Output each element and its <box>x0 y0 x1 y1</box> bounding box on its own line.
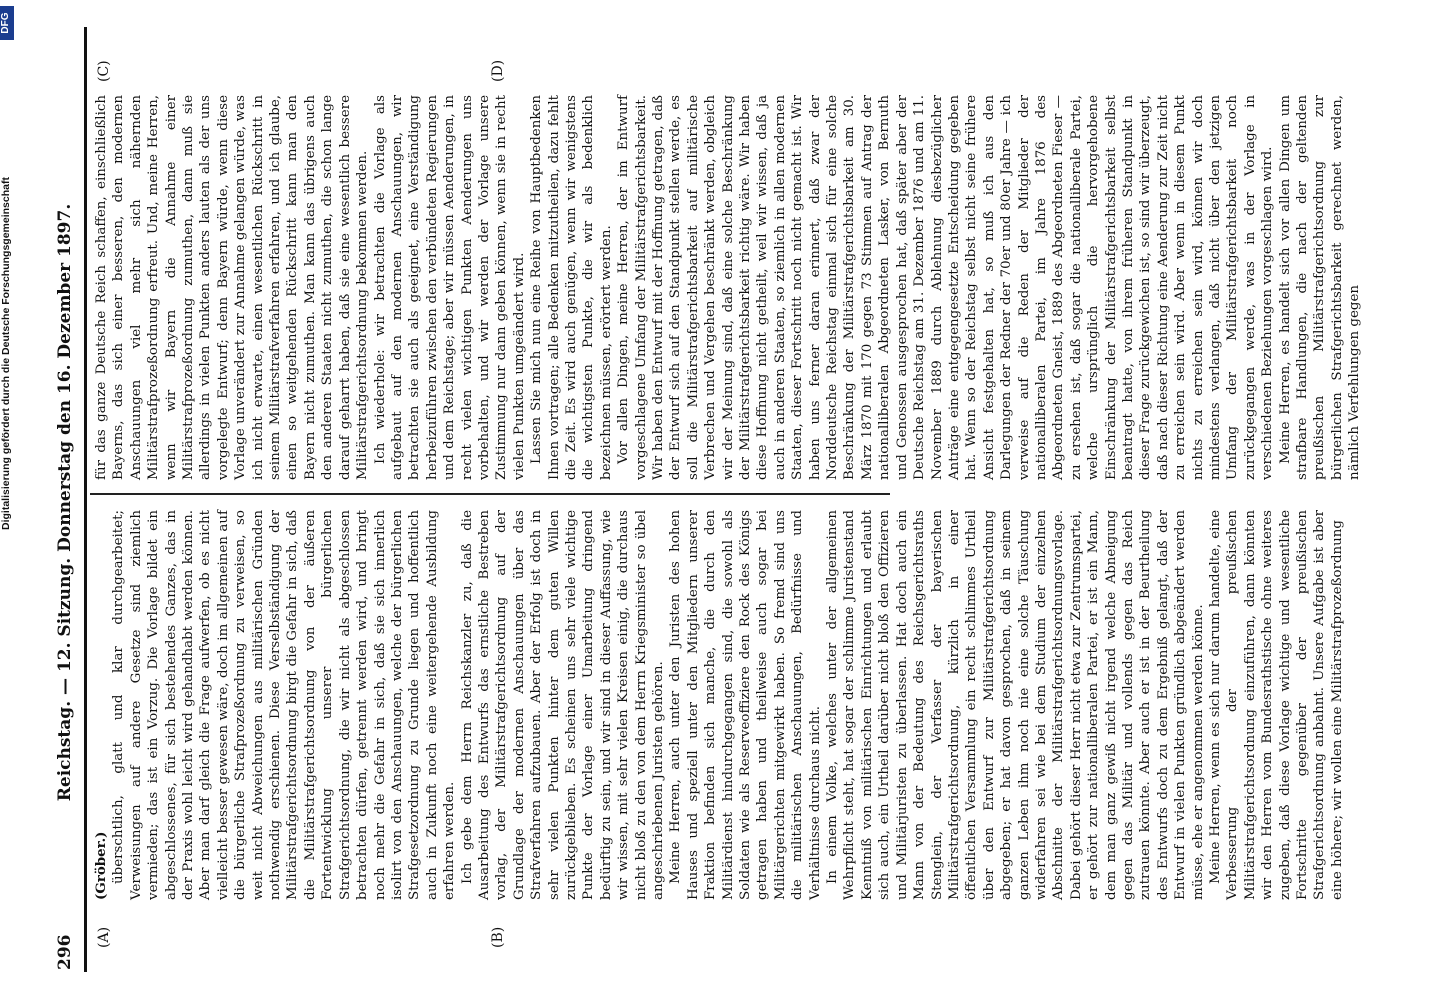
margin-marker-c: (C) <box>96 60 112 82</box>
paragraph: für das ganze Deutsche Reich schaffen, einschließlich Bayerns, das sich einer besseren, den modernen Anschauungen viel mehr sich nähernden Militärstrafprozeßordnung erfreut. Und, meine Herren, wenn wir Bayern die Annahme einer Militärstrafprozeßordnung zumuthen, dann muß sie allerdings in vielen Punkten anders lauten als der uns vorgelegte Entwurf; denn Bayern würde, wenn diese Vorlage unverändert zur Annahme gelangen würde, was ich nicht erwarte, einen wesentlichen Rückschritt in seinem Militärstrafverfahren erfahren, und ich glaube, einen so weitgehenden Rückschritt kann man den Bayern nicht zumuthen. Man kann das übrigens auch den anderen Staaten nicht zumuthen, die schon lange darauf geharrt haben, daß sie eine wesentlich bessere Militärstrafgerichtsordnung bekommen werden. <box>94 95 371 480</box>
speaker-name: (Gröber.) <box>93 831 109 900</box>
paragraph: überschtlich, glatt und klar durchgearbeitet; Verweisungen auf andere Gesetze sind ziemlich vermieden; das ist ein Vorzug. Die Vorlage bildet ein abgeschlossenes, für sich bestehendes Ganzes, das in der Praxis wohl leicht wird gehandhabt werden können. Aber man darf gleich die Frage aufwerfen, ob es nicht vielleicht besser gewesen wäre, doch im allgemeinen auf die bürgerliche Strafprozeßordnung zu verweisen, so weit nicht Abweichungen aus militärischen Gründen nothwendig erschienen. Diese Verselbständigung der Militärstrafgerichtsordnung birgt die Gefahr in sich, daß die Militärstrafgerichtsordnung von der äußeren Fortentwicklung unserer bürgerlichen Strafgerichtsordnung, die wir nicht als abgeschlossen betrachten dürfen, getrennt werden wird, und bringt noch mehr die Gefahr in sich, daß sie sich innerlich isolirt von den Anschauungen, welche der bürgerlichen Strafgesetzordnung zu Grunde liegen und hoffentlich auch in Zukunft noch eine weitergehende Ausbildung erfahren werden. <box>111 510 458 900</box>
column-divider <box>90 494 890 496</box>
header-rule <box>84 27 87 972</box>
paragraph: Meine Herren, es handelt sich vor allen Dingen um strafbare Handlungen, die nach der geltenden preußischen Militärstrafgerichtsordnung zur bürgerlichen Strafgerichtsbarkeit gerechnet werden, nämlich Verfehlungen gegen <box>1277 95 1363 480</box>
paragraph: Meine Herren, auch unter den Juristen des hohen Hauses und speziell unter den Mitgliedern unserer Fraktion befinden sich manche, die durch den Militärdienst hindurchgegangen sind, die sowohl als Soldaten wie als Reserveoffiziere den Rock des Königs getragen haben und theilweise auch sogar bei Militärgerichten mitgewirkt haben. So fremd sind uns die militärischen Anschauungen, Bedürfnisse und Verhältnisse durchaus nicht. <box>668 510 823 900</box>
session-title: Reichstag. — 12. Sitzung. Donnerstag den 16. Dezember 1897. <box>55 203 75 802</box>
paragraph: Vor allen Dingen, meine Herren, der im Entwurf vorgeschlagene Umfang der Militärstrafgerichtsbarkeit. Wir haben den Entwurf mit der Hoffnung getragen, daß der Entwurf sich auf den Standpunkt stellen werde, es soll die Militärstrafgerichtsbarkeit auf militärische Verbrechen und Vergehen beschränkt werden, obgleich wir der Meinung sind, daß eine solche Beschränkung der Militärstrafgerichtsbarkeit richtig wäre. Wir haben diese Hoffnung nicht getheilt, weil wir wissen, daß ja auch in anderen Staaten, so ziemlich in allen modernen Staaten, dieser Fortschritt noch nicht gemacht ist. Wir haben uns ferner daran erinnert, daß zwar der Norddeutsche Reichstag einmal sich für eine solche Beschränkung der Militärstrafgerichtsbarkeit am 30. März 1870 mit 170 gegen 73 Stimmen auf Antrag der nationalliberalen Abgeordneten Lasker, von Bernuth und Genossen ausgesprochen hat, daß später aber der Deutsche Reichstag am 31. Dezember 1876 und am 11. November 1889 durch Ablehnung diesbezüglicher Anträge eine entgegengesetzte Entscheidung gegeben hat. Wenn so der Reichstag selbst nicht seine frühere Ansicht festgehalten hat, so muß ich aus den Darlegungen der Redner der 70er und 80er Jahre — ich verweise auf die Reden der Mitglieder der nationalliberalen Partei, im Jahre 1876 des Abgeordneten Gneist, 1889 des Abgeordneten Fieser — zu ersehen ist, daß sogar die nationalliberale Partei, welche ursprünglich die hervorgehobene Einschränkung der Militärstrafgerichtsbarkeit selbst beantragt hatte, von ihrem früheren Standpunkt in dieser Frage zurückgewichen ist, so sind wir überzeugt, daß nach dieser Richtung eine Aenderung zur Zeit nicht zu erreichen sein wird. Aber wenn in diesem Punkt nichts zu erreichen sein wird, können wir doch mindestens verlangen, daß nicht über den jetzigen Umfang der Militärstrafgerichtsbarkeit noch zurückgegangen werde, was in der Vorlage in verschiedenen Beziehungen vorgeschlagen wird. <box>616 95 1276 480</box>
margin-marker-a: (A) <box>96 926 112 948</box>
dfg-logo: DFG <box>0 6 14 40</box>
margin-marker-d: (D) <box>490 59 506 82</box>
paragraph: Ich wiederhole: wir betrachten die Vorlage als aufgebaut auf den modernen Anschauungen, wir betrachten sie auch als geeignet, eine Verständigung herbeizuführen zwischen den verbündeten Regierungen und dem Reichstage; aber wir müssen Aenderungen, in recht vielen wichtigen Punkten Aenderungen uns vorbehalten, und wir werden der Vorlage unsere Zustimmung nur dann geben können, wenn sie in recht vielen Punkten umgeändert wird. <box>372 95 527 480</box>
margin-marker-b: (B) <box>490 926 506 948</box>
credit-text: Digitalisierung gefördert durch die Deutsche Forschungsgemeinschaft <box>0 177 12 530</box>
paragraph: Lassen Sie mich nun eine Reihe von Hauptbedenken Ihnen vortragen; alle Bedenken mitzutheilen, dazu fehlt die Zeit. Es wird auch genügen, wenn wir wenigstens die wichtigsten Punkte, die wir als bedenklich bezeichnen müssen, erörtert werden. <box>529 95 614 480</box>
paragraph: Meine Herren, wenn es sich nur darum handelte, eine Verbesserung der preußischen Militärstrafgerichtsordnung einzuführen, dann könnten wir den Herren vom Bundesrathstische ohne weiteres zugeben, daß diese Vorlage wichtige und wesentliche Fortschritte gegenüber der preußischen Strafgerichtsordnung anbahnt. Unsere Aufgabe ist aber eine höhere; wir wollen eine Militärstrafprozeßordnung <box>1208 510 1345 900</box>
text-column-right <box>93 95 1363 480</box>
text-column-left <box>93 510 1345 900</box>
paragraph: In einem Volke, welches unter der allgemeinen Wehrpflicht steht, hat sogar der schlimme Juristenstand Kenntniß von militärischen Einrichtungen und erlaubt sich auch, ein Urtheil darüber nicht bloß den Offizieren und Militärjuristen zu überlassen. Hat doch auch ein Mann von der Bedeutung des Reichsgerichtsraths Stenglein, der Verfasser der bayerischen Militärstrafgerichtsordnung, kürzlich in einer öffentlichen Versammlung ein recht schlimmes Urtheil über den Entwurf zur Militärstrafgerichtsordnung abgegeben; er hat davon gesprochen, daß in seinem ganzen Leben ihm noch nie eine solche Täuschung widerfahren sei wie bei dem Studium der einzelnen Abschnitte der Militärstrafgerichtsordnungsvorlage. Dabei gehört dieser Herr nicht etwa zur Zentrumspartei, er gehört zur nationalliberalen Partei, er ist ein Mann, dem man ganz gewiß nicht irgend welche Abneigung gegen das Militär und vollends gegen das Reich zutrauen könnte. Aber auch er ist in der Beurtheilung des Entwurfs doch zu dem Ergebniß gelangt, daß der Entwurf in vielen Punkten gründlich abgeändert werden müsse, ehe er angenommen werden könne. <box>825 510 1206 900</box>
digitization-credit <box>0 0 18 1000</box>
page-header <box>55 35 81 970</box>
page-number: 296 <box>55 934 75 970</box>
paragraph: Ich gebe dem Herrn Reichskanzler zu, daß die Ausarbeitung des Entwurfs das ernstliche Bestreben vorlag, der Militärstrafgerichtsordnung auf der Grundlage der modernen Anschauungen über das Strafverfahren aufzubauen. Aber der Erfolg ist doch in sehr vielen Punkten hinter dem guten Willen zurückgeblieben. Es scheinen uns sehr viele wichtige Punkte der Vorlage einer Umarbeitung dringend bedürftig zu sein, und wir sind in dieser Auffassung, wie wir wissen, mit sehr vielen Kreisen einig, die durchaus nicht bloß zu den von dem Herrn Kriegsminister so übel angeschriebenen Juristen gehören. <box>459 510 666 900</box>
